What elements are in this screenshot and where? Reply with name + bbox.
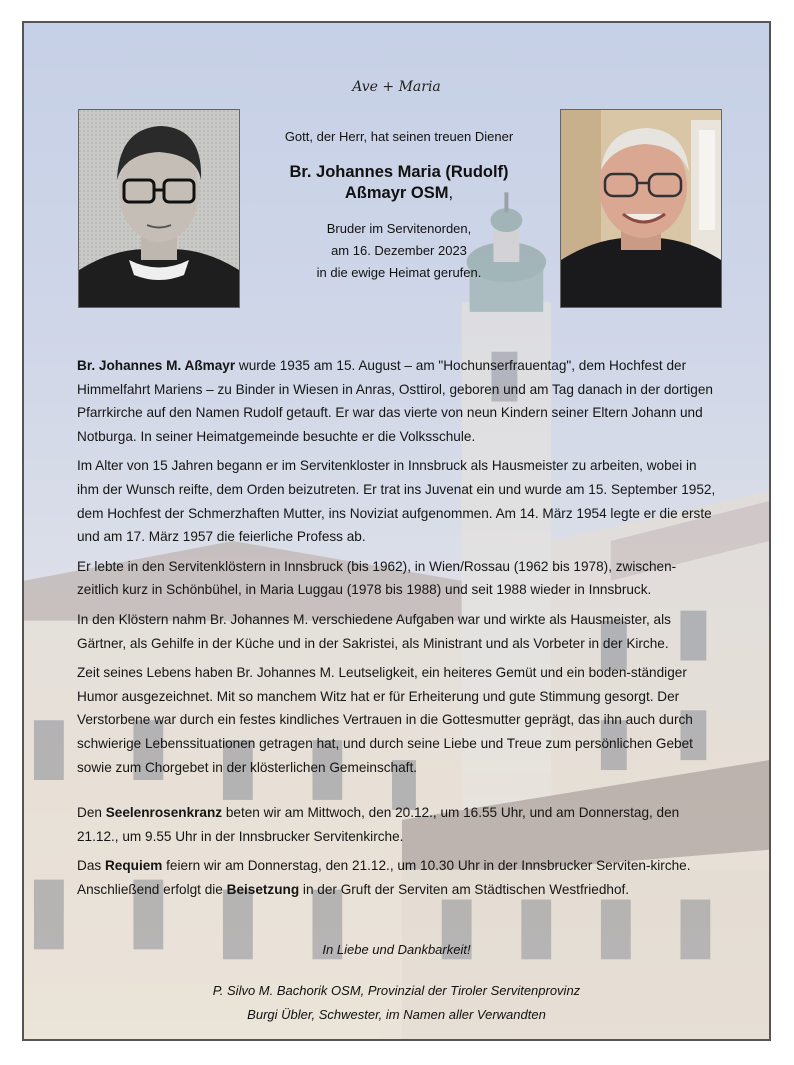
biography-paragraph-2: Im Alter von 15 Jahren begann er im Servitenkloster in Innsbruck als Hausmeister zu arbeiten, wobei in ihm der Wunsch reifte, dem Orden beizutreten. Er trat ins Juvenat ein und wurde am 15. September 1952, dem Hochfest der Schmerzhaften Mutter, ins Noviziat aufgenommen. Am 14. März 1954 legte er die erste und am 17. März 1957 die feierliche Profess ab. [77, 458, 716, 545]
biography-paragraph-5: Zeit seines Lebens haben Br. Johannes M. Leutseligkeit, ein heiteres Gemüt und ein boden-ständiger Humor ausgezeichnet. Mit so manchem Witz hat er für Erheiterung und gute Stimmung gesorgt. Der Verstorbene war durch ein festes kindliches Vertrauen in die Gottesmutter geprägt, das ihn auch durch schwierige Lebenssituationen getragen hat, und durch seine Liebe und Treue zum persönlichen Gebet sowie zum Chorgebet in der klösterlichen Gemeinschaft. [77, 665, 693, 775]
biography-name-bold: Br. Johannes M. Aßmayr [77, 358, 236, 373]
obituary-card [22, 21, 771, 1041]
biography-paragraph-1 [77, 354, 717, 448]
deceased-name-line1: Br. Johannes Maria (Rudolf) [289, 163, 509, 181]
deceased-name-line2 [238, 184, 560, 203]
gratitude-line: In Liebe und Dankbarkeit! [322, 942, 471, 957]
rosary-post: beten wir am Mittwoch, den 20.12., um 16.55 Uhr, und am Donnerstag, den 21.12., um 9.55 Uhr in der Innsbrucker Servitenkirche. [77, 805, 680, 844]
biography-paragraph-4: In den Klöstern nahm Br. Johannes M. verschiedene Aufgaben war und wirkte als Hausmeister, als Gärtner, als Gehilfe in der Küche und in der Sakristei, als Ministrant und als Vorbeter in der Kirche. [77, 611, 671, 651]
signer-1: P. Silvo M. Bachorik OSM, Provinzial der Tiroler Servitenprovinz [212, 983, 581, 998]
requiem-mid: feiern wir am Donnerstag, den 21.12., um 10.30 Uhr in der Innsbrucker Serviten-kirche. Anschließend erfolgt die [77, 858, 691, 897]
deceased-name-text: Aßmayr OSM [344, 184, 449, 202]
biography-paragraph-3: Er lebte in den Servitenklöstern in Innsbruck (bis 1962), in Wien/Rossau (1962 bis 1978), zwischen-zeitlich kurz in Schönbühel, in Maria Luggau (1978 bis 1988) und seit 1988 wieder in Innsbruck. [77, 558, 677, 598]
biography-text [77, 354, 717, 907]
portrait-elderly [560, 109, 722, 308]
rosary-bold: Seelenrosenkranz [105, 805, 223, 821]
death-date-line: am 16. Dezember 2023 [331, 243, 467, 258]
requiem-bold: Requiem [104, 858, 163, 874]
eternal-home-line: in die ewige Heimat gerufen. [316, 265, 482, 280]
announcement-intro: Gott, der Herr, hat seinen treuen Diener [284, 129, 514, 144]
biography-p1-text: wurde 1935 am 15. August – am "Hochunserfrauentag", dem Hochfest der Himmelfahrt Mariens – zu Binder in Wiesen in Anras, Osttirol, geboren und am Tag danach in der dortigen Pfarrkirche auf den Namen Rudolf getauft. Er war das vierte von neun Kindern seiner Eltern Johann und Notburga. In seiner Heimatgemeinde besuchte er die Volksschule. [77, 358, 713, 444]
portrait-young [78, 109, 240, 308]
rosary-paragraph [77, 801, 717, 848]
ave-maria-heading: Ave + Maria [352, 79, 441, 95]
requiem-post: in der Gruft der Serviten am Städtischen Westfriedhof. [299, 881, 630, 897]
role-line: Bruder im Servitenorden, [326, 221, 472, 236]
rosary-pre: Den [77, 805, 106, 821]
name-suffix: , [448, 184, 454, 202]
signer-2: Burgi Übler, Schwester, im Namen aller Verwandten [247, 1007, 546, 1022]
requiem-pre: Das [77, 858, 105, 874]
requiem-paragraph [77, 854, 717, 901]
burial-bold: Beisetzung [226, 881, 300, 897]
portrait-elderly-image [561, 110, 721, 307]
portrait-young-image [79, 110, 239, 307]
